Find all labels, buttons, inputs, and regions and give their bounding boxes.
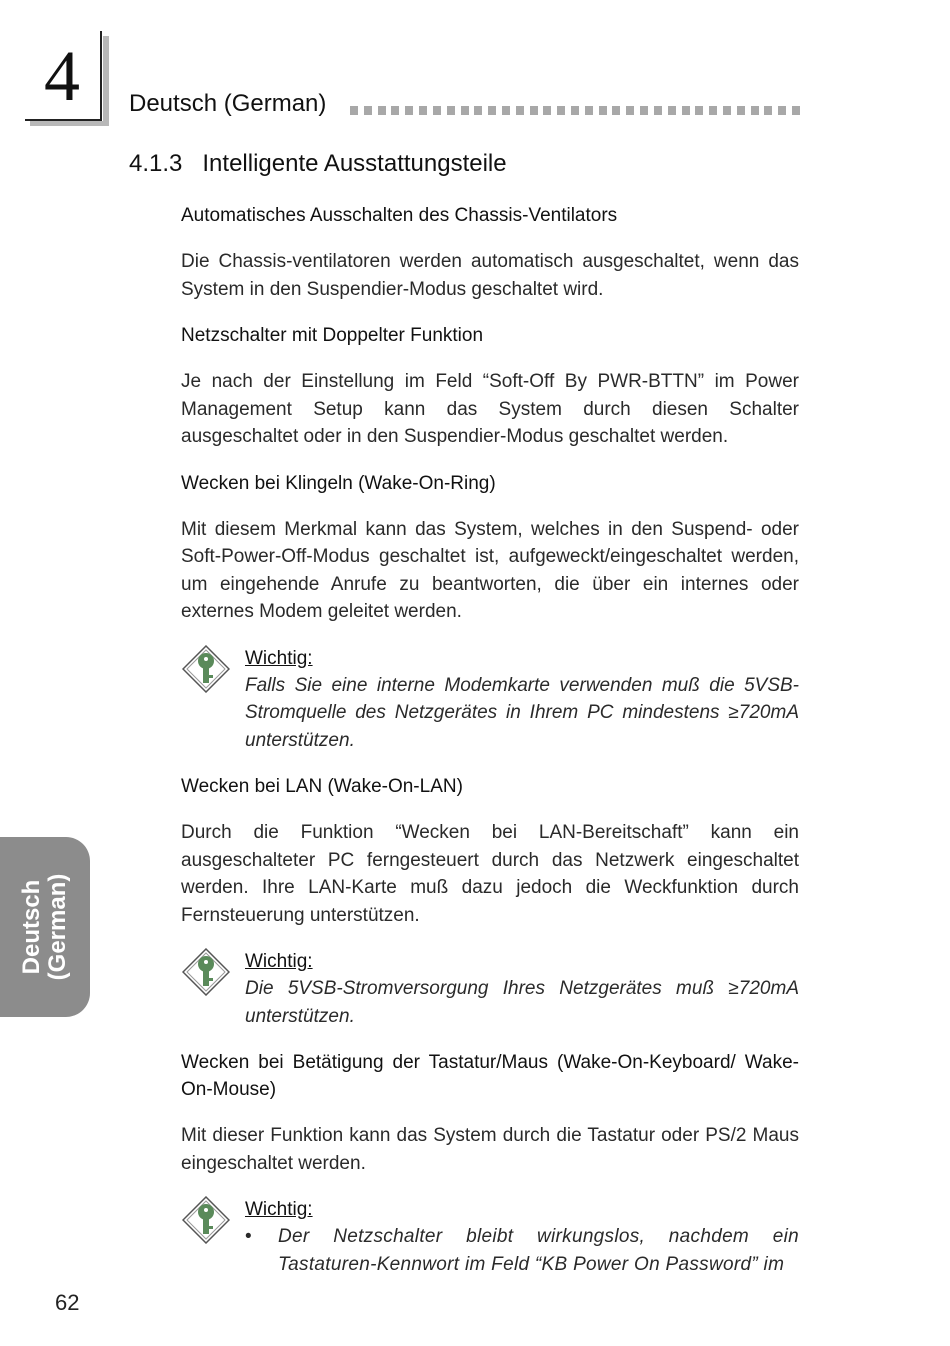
note-title: Wichtig: <box>245 647 313 669</box>
chapter-divider-horizontal <box>25 119 102 121</box>
heading-wake-on-lan: Wecken bei LAN (Wake-On-LAN) <box>181 776 463 797</box>
note-title: Wichtig: <box>245 1199 313 1220</box>
heading-wake-on-ring: Wecken bei Klingeln (Wake-On-Ring) <box>181 472 496 494</box>
chapter-title: Deutsch (German) <box>129 90 327 117</box>
note-text: Falls Sie eine interne Modemkarte verwenden muß die 5VSB-Stromquelle des Netzgerätes in Ihrem PC mindestens ≥720mA unterstützen. <box>245 674 799 751</box>
chapter-shadow-bottom <box>30 121 109 126</box>
paragraph-wake-on-lan: Durch die Funktion “Wecken bei LAN-Bereitschaft” kann ein ausgeschalteter PC ferngesteuert durch das Netzwerk eingeschaltet werden. Ihre LAN-Karte muß dazu jedoch die Weckfunktion durch Fernsteuerung unterstützen. <box>181 822 799 926</box>
chapter-shadow-right <box>103 36 109 125</box>
note-text: Der Netzschalter bleibt wirkungslos, nachdem ein Tastaturen-Kennwort im Feld “KB Power On Password” im <box>278 1226 799 1275</box>
language-side-tab <box>0 837 90 1017</box>
page-content <box>181 202 799 1278</box>
heading-power-switch: Netzschalter mit Doppelter Funktion <box>181 325 484 346</box>
section-heading <box>129 150 507 178</box>
page-number: 62 <box>55 1290 80 1315</box>
paragraph-wake-on-keyboard: Mit dieser Funktion kann das System durch die Tastatur oder PS/2 Maus eingeschaltet werden. <box>181 1125 799 1174</box>
chapter-number: 4 <box>44 36 80 116</box>
note-wake-on-keyboard <box>181 1196 799 1278</box>
note-text: Die 5VSB-Stromversorgung Ihres Netzgerätes muß ≥720mA unterstützen. <box>245 978 799 1027</box>
section-title: Intelligente Ausstattungsteile <box>202 150 507 177</box>
note-wake-on-lan <box>181 948 799 1030</box>
note-bullet-item <box>245 1223 799 1278</box>
note-title: Wichtig: <box>245 951 313 972</box>
side-tab-line2: (German) <box>44 873 71 981</box>
bullet-marker: • <box>245 1226 252 1247</box>
header-dot-rule <box>350 106 800 118</box>
side-tab-label <box>19 874 71 981</box>
paragraph-power-switch: Je nach der Einstellung im Feld “Soft-Off By PWR-BTTN” im Power Management Setup kann das System durch diesen Schalter ausgeschaltet oder in den Suspendier-Modus geschaltet werden. <box>181 371 799 447</box>
heading-fan-off: Automatisches Ausschalten des Chassis-Ventilators <box>181 205 618 226</box>
chapter-divider-vertical <box>100 31 102 121</box>
paragraph-fan-off: Die Chassis-ventilatoren werden automatisch ausgeschaltet, wenn das System in den Suspendier-Modus geschaltet wird. <box>181 251 799 300</box>
side-tab-line1: Deutsch <box>18 879 45 975</box>
key-icon <box>182 948 230 996</box>
note-wake-on-ring <box>181 645 799 755</box>
paragraph-wake-on-ring: Mit diesem Merkmal kann das System, welches in den Suspend- oder Soft-Power-Off-Modus geschaltet ist, aufgeweckt/eingeschaltet werden, um eingehende Anrufe zu beantworten, die über ein internes oder externes Modem geleitet werden. <box>181 518 799 622</box>
key-icon <box>182 1196 230 1244</box>
key-icon <box>182 645 230 693</box>
section-number: 4.1.3 <box>129 150 183 177</box>
heading-wake-on-keyboard: Wecken bei Betätigung der Tastatur/Maus (Wake-On-Keyboard/ Wake-On-Mouse) <box>181 1052 799 1100</box>
